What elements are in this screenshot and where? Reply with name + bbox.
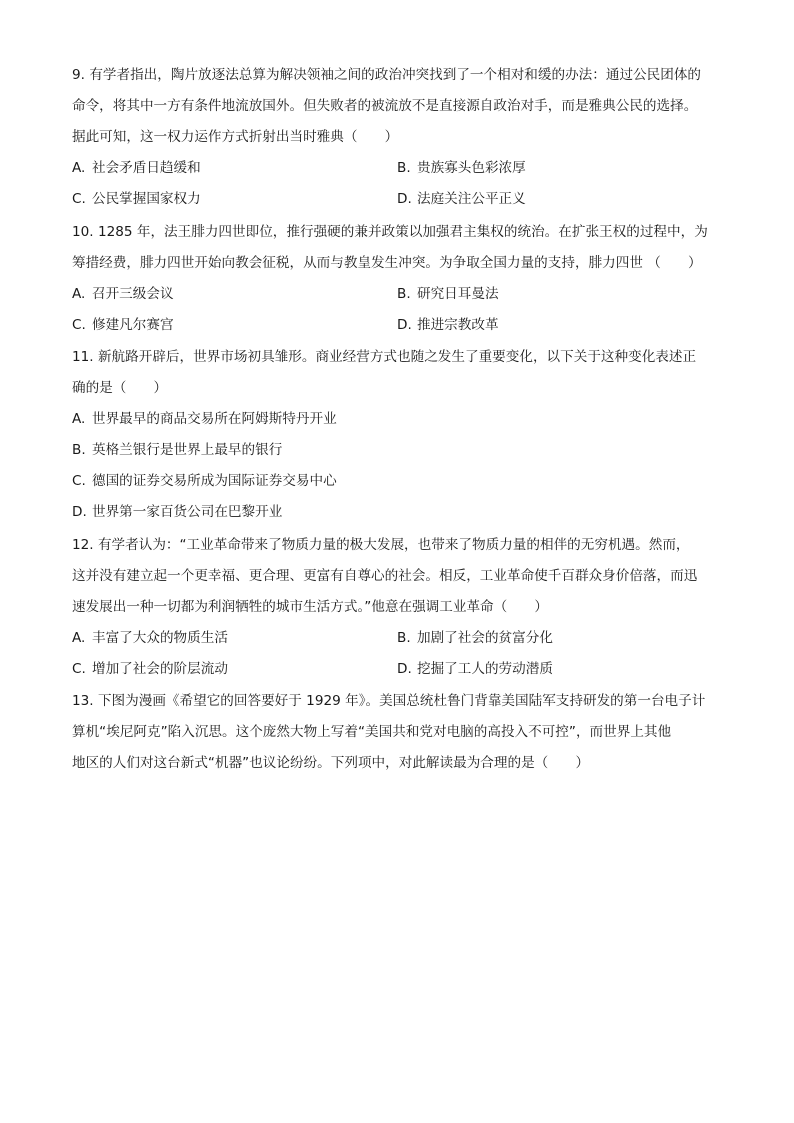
- option-text: 加剧了社会的贫富分化: [417, 630, 553, 646]
- options-row: [72, 623, 724, 654]
- question-12: [72, 530, 724, 685]
- question-text: 新航路开辟后，世界市场初具雏形。商业经营方式也随之发生了重要变化，以下关于这种变化表述正: [97, 349, 697, 365]
- question-number: 10.: [72, 224, 94, 240]
- option-text: 德国的证券交易所成为国际证券交易中心: [92, 473, 337, 489]
- question-stem-line: 这并没有建立起一个更幸福、更合理、更富有自尊心的社会。相反，工业革命使千百群众身价倍落，而迅: [72, 568, 698, 584]
- options-row: [72, 279, 724, 310]
- option-text: 增加了社会的阶层流动: [92, 661, 228, 677]
- option-text: 推进宗教改革: [417, 317, 499, 333]
- question-stem-line: 算机“埃尼阿克”陷入沉思。这个庞然大物上写着“美国共和党对电脑的高投入不可控”，而世界上其他: [72, 724, 672, 740]
- option-a[interactable]: [72, 279, 174, 310]
- option-text: 丰富了大众的物质生活: [92, 630, 228, 646]
- option-text: 世界第一家百货公司在巴黎开业: [92, 504, 283, 520]
- option-b[interactable]: [397, 279, 499, 310]
- question-10: [72, 217, 724, 341]
- option-letter: A.: [72, 160, 86, 176]
- option-b[interactable]: [397, 153, 526, 184]
- option-text: 公民掌握国家权力: [92, 191, 201, 207]
- options-row: [72, 153, 724, 184]
- option-letter: D.: [397, 317, 412, 333]
- question-11: [72, 342, 724, 528]
- option-letter: A.: [72, 630, 86, 646]
- question-stem-line: [72, 530, 724, 561]
- option-text: 研究日耳曼法: [417, 286, 499, 302]
- question-text: 有学者认为：“工业革命带来了物质力量的极大发展，也带来了物质力量的相伴的无穷机遇。然而，: [97, 537, 690, 553]
- question-number: 9.: [72, 67, 85, 83]
- question-text: 下图为漫画《希望它的回答要好于 1929 年》。美国总统杜鲁门背靠美国陆军支持研发的第一台电子计: [97, 693, 706, 709]
- question-stem-line: 速发展出一种一切都为利润牺牲的城市生活方式。”他意在强调工业革命（ ）: [72, 599, 549, 615]
- option-letter: C.: [72, 473, 86, 489]
- question-text: 1285 年，法王腓力四世即位，推行强硬的兼并政策以加强君主集权的统治。在扩张王权的过程中，为: [97, 224, 708, 240]
- question-number: 13.: [72, 693, 94, 709]
- option-a[interactable]: [72, 623, 228, 654]
- option-text: 社会矛盾日趋缓和: [92, 160, 201, 176]
- option-b[interactable]: [72, 435, 724, 466]
- option-letter: D.: [397, 661, 412, 677]
- question-stem-line: [72, 686, 724, 717]
- option-letter: A.: [72, 286, 86, 302]
- option-text: 修建凡尔赛宫: [92, 317, 174, 333]
- option-text: 英格兰银行是世界上最早的银行: [92, 442, 283, 458]
- question-stem-line: 据此可知，这一权力运作方式折射出当时雅典（ ）: [72, 129, 399, 145]
- option-c[interactable]: [72, 654, 228, 685]
- question-number: 11.: [72, 349, 94, 365]
- option-c[interactable]: [72, 310, 174, 341]
- option-text: 世界最早的商品交易所在阿姆斯特丹开业: [92, 411, 337, 427]
- options-row: [72, 184, 724, 215]
- option-d[interactable]: [72, 497, 724, 528]
- options-row: [72, 310, 724, 341]
- question-number: 12.: [72, 537, 94, 553]
- question-stem-line: 地区的人们对这台新式“机器”也议论纷纷。下列项中，对此解读最为合理的是（ ）: [72, 755, 590, 771]
- question-stem-line: 确的是（ ）: [72, 380, 168, 396]
- question-stem-line: [72, 60, 724, 91]
- option-letter: D.: [72, 504, 87, 520]
- option-a[interactable]: [72, 404, 724, 435]
- option-text: 挖掘了工人的劳动潜质: [417, 661, 553, 677]
- option-letter: B.: [397, 160, 411, 176]
- question-stem-line: [72, 342, 724, 373]
- option-letter: C.: [72, 191, 86, 207]
- question-stem-line: 命令，将其中一方有条件地流放国外。但失败者的被流放不是直接源自政治对手，而是雅典公民的选择。: [72, 98, 698, 114]
- option-letter: D.: [397, 191, 412, 207]
- option-text: 法庭关注公平正义: [417, 191, 526, 207]
- option-d[interactable]: [397, 310, 499, 341]
- question-stem-line: 筹措经费，腓力四世开始向教会征税，从而与教皇发生冲突。为争取全国力量的支持，腓力四世 （ ）: [72, 255, 702, 271]
- options-row: [72, 654, 724, 685]
- question-9: [72, 60, 724, 215]
- option-c[interactable]: [72, 184, 201, 215]
- question-stem-line: [72, 217, 724, 248]
- option-text: 贵族寡头色彩浓厚: [417, 160, 526, 176]
- option-text: 召开三级会议: [92, 286, 174, 302]
- question-text: 有学者指出，陶片放逐法总算为解决领袖之间的政治冲突找到了一个相对和缓的办法：通过公民团体的: [89, 67, 702, 83]
- option-d[interactable]: [397, 184, 526, 215]
- option-c[interactable]: [72, 466, 724, 497]
- option-a[interactable]: [72, 153, 201, 184]
- option-d[interactable]: [397, 654, 553, 685]
- option-letter: A.: [72, 411, 86, 427]
- option-letter: B.: [72, 442, 86, 458]
- option-letter: B.: [397, 630, 411, 646]
- question-13: [72, 686, 724, 779]
- option-letter: B.: [397, 286, 411, 302]
- option-letter: C.: [72, 661, 86, 677]
- option-letter: C.: [72, 317, 86, 333]
- option-b[interactable]: [397, 623, 553, 654]
